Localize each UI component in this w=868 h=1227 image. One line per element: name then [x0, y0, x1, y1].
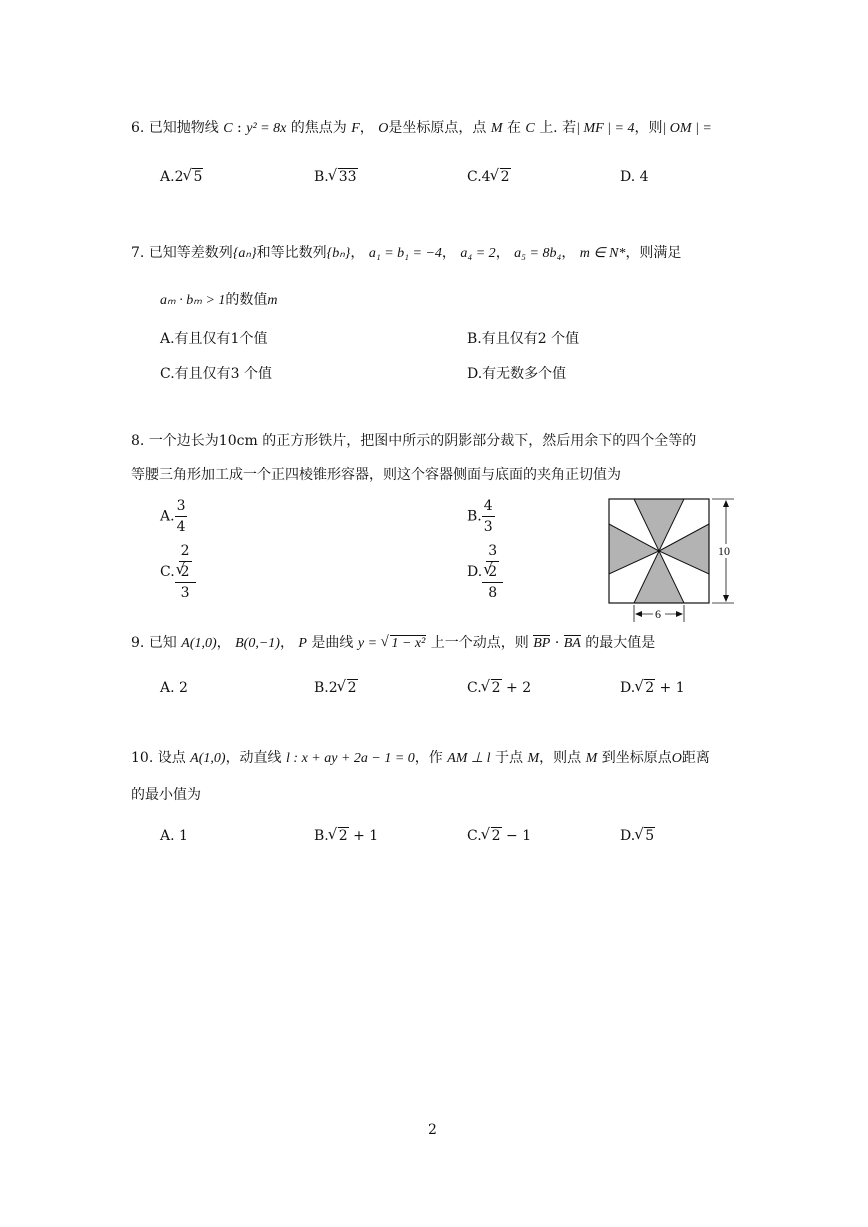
q10-option-c-tail: − 1 — [501, 828, 532, 844]
q10-option-d-radical: √ 5 — [635, 826, 655, 846]
q8-height-label: 10 — [718, 544, 730, 558]
q6-option-b-label: B. — [314, 169, 329, 185]
q8-option-d — [467, 541, 503, 603]
q7-comma3: ， — [495, 245, 510, 261]
q7-text1: 已知等差数列 — [148, 245, 233, 261]
q10-stem — [131, 748, 710, 769]
q8-shaded-regions — [609, 499, 709, 603]
q6-text5: ，则 — [634, 120, 663, 136]
q6-option-d: D. 4 — [620, 169, 649, 185]
q7-comma4: ， — [561, 245, 576, 261]
q10-option-d — [620, 826, 655, 846]
q10-option-b — [314, 826, 378, 846]
q7-geo-seq: {bₙ} — [326, 246, 351, 261]
q9-text3: 上一个动点，则 — [430, 635, 529, 651]
q9-option-b — [314, 678, 358, 698]
q9-option-c-radical: √ 2 — [482, 678, 502, 698]
q10-line-equation: l : x + ay + 2a − 1 = 0 — [286, 751, 415, 766]
q8-stem-line2: 等腰三角形加工成一个正四棱锥形容器，则这个容器侧面与底面的夹角正切值为 — [131, 467, 621, 483]
q9-option-c-label: C. — [467, 680, 482, 696]
q10-point-a: A(1,0) — [190, 751, 226, 766]
q8-option-d-fraction: 3 √ 2 8 — [482, 541, 503, 603]
q7-comma2: ， — [441, 245, 456, 261]
q6-text2: 是坐标原点，点 — [388, 120, 487, 136]
q7-cond2: a₄ = 2 — [460, 246, 496, 261]
q6-option-a — [160, 167, 203, 187]
q6-option-c-label: C. — [467, 169, 482, 185]
q7-cond3: a₅ = 8b₄ — [514, 246, 562, 261]
q9-vector-ba: BA — [564, 634, 581, 654]
q10-option-c-label: C. — [467, 828, 482, 844]
q6-curve2: C — [525, 121, 535, 136]
q9-option-c — [467, 678, 531, 698]
q9-point-a: A(1,0) — [181, 636, 217, 651]
q9-option-d-label: D. — [620, 680, 636, 696]
q6-number: 6. — [131, 120, 145, 136]
q8-base-label: 6 — [655, 607, 661, 621]
q9-curve-lhs: y = — [357, 636, 378, 651]
q6-curve: C — [223, 121, 233, 136]
q8-option-c-fraction: 2 √ 2 3 — [175, 541, 196, 603]
q9-point-b: B(0,−1) — [235, 636, 280, 651]
q8-line1: 一个边长为10cm 的正方形铁片，把图中所示的阴影部分裁下，然后用余下的四个全等的 — [148, 433, 697, 449]
q9-text4: 的最大值是 — [585, 635, 656, 651]
q6-om: | OM | = — [662, 121, 712, 136]
q8-number: 8. — [131, 433, 145, 449]
q10-option-b-radical: √ 2 — [329, 826, 349, 846]
q9-dot: · — [554, 635, 560, 651]
q9-option-b-coef: 2 — [328, 680, 338, 696]
q9-comma2: ， — [279, 635, 294, 651]
q9-option-d — [620, 678, 685, 698]
q9-comma1: ， — [216, 635, 231, 651]
q7-text2: 和等比数列 — [256, 245, 327, 261]
q9-text1: 已知 — [148, 635, 177, 651]
q6-origin: O — [378, 121, 389, 136]
q8-stem — [131, 431, 696, 451]
q8-option-a-fraction: $\frac{3}{4}$ — [176, 498, 186, 535]
q9-option-b-label: B. — [314, 680, 329, 696]
q8-option-d-label: D. — [467, 564, 483, 580]
q8-option-b-label: B. — [467, 508, 482, 525]
q10-perpendicular: AM ⊥ l — [447, 751, 491, 766]
q6-sep: ， — [359, 120, 374, 136]
q8-option-b — [467, 496, 495, 537]
q6-point: M — [490, 121, 503, 136]
q6-focus: F — [351, 121, 360, 136]
q6-lead: 已知抛物线 — [148, 120, 219, 136]
q10-text5: ，则点 — [539, 750, 582, 766]
q10-option-d-label: D. — [620, 828, 636, 844]
q10-origin: O — [671, 751, 682, 766]
q7-stem-line2 — [160, 290, 278, 311]
q8-option-b-fraction: $\frac{4}{3}$ — [483, 498, 493, 535]
q7-cond4: m ∈ N* — [579, 246, 626, 261]
q10-text6: 到坐标原点 — [601, 750, 672, 766]
q6-option-a-radical: √ 5 — [183, 167, 203, 187]
q8-option-a — [160, 496, 187, 537]
q8-option-a-label: A. — [160, 508, 175, 525]
q10-stem-line2: 的最小值为 — [131, 787, 201, 803]
q10-option-b-label: B. — [314, 828, 329, 844]
q10-text1: 设点 — [157, 750, 186, 766]
q7-cond1: a₁ = b₁ = −4 — [368, 246, 442, 261]
q6-mf: | MF | = 4 — [576, 121, 635, 136]
q10-text3: ，作 — [414, 750, 443, 766]
q6-option-c-coef: 4 — [481, 169, 491, 185]
q9-curve-radical: √ 1 − x² — [381, 634, 426, 654]
q6-text4: 上. 若 — [539, 120, 577, 136]
q6-option-b-radical: √ 33 — [329, 167, 358, 187]
q8-square-figure — [604, 494, 744, 624]
q10-point-m: M — [527, 751, 540, 766]
q6-option-c — [467, 167, 511, 187]
q7-option-c: C.有且仅有3 个值 — [160, 366, 273, 382]
q9-option-a: A. 2 — [160, 680, 188, 696]
q6-equation: y² = 8x — [246, 121, 287, 136]
q6-stem: 6. 已知抛物线 C : y² = 8x 的焦点为 F， O是坐标原点，点 M 在 C 上. 若| MF | = 4，则| OM | = — [131, 120, 712, 136]
q7-number: 7. — [131, 245, 145, 261]
q10-option-c — [467, 826, 531, 846]
q6-option-b — [314, 167, 358, 187]
q10-text7: 距离 — [681, 750, 710, 766]
q7-text3: ，则满足 — [625, 245, 682, 261]
q10-option-b-tail: + 1 — [348, 828, 379, 844]
q9-option-c-tail: + 2 — [501, 680, 532, 696]
q10-text2: ，动直线 — [225, 750, 282, 766]
q7-var-m: m — [267, 293, 278, 308]
q9-vector-bp: BP — [533, 634, 550, 654]
q6-text3: 在 — [506, 120, 521, 136]
q6-option-a-coef: 2 — [174, 169, 184, 185]
q7-stem — [131, 243, 681, 264]
q8-option-c-label: C. — [160, 564, 175, 580]
q7-option-a: A.有且仅有1个值 — [160, 331, 268, 347]
q9-option-d-radical: √ 2 — [635, 678, 655, 698]
q9-option-d-tail: + 1 — [655, 680, 685, 696]
q6-option-c-radical: √ 2 — [491, 167, 511, 187]
q10-text4: 于点 — [495, 750, 524, 766]
q7-arith-seq: {aₙ} — [232, 246, 257, 261]
q8-option-c — [160, 541, 196, 603]
q6-text1: 的焦点为 — [290, 120, 347, 136]
q9-option-b-radical: √ 2 — [338, 678, 358, 698]
q10-number: 10. — [131, 750, 154, 766]
q9-point-p: P — [298, 636, 307, 651]
q7-option-d: D.有无数多个值 — [467, 366, 567, 382]
q7-line2-text: 的数值 — [225, 292, 268, 308]
page-number: 2 — [428, 1122, 437, 1138]
q10-point-m2: M — [585, 751, 598, 766]
q10-option-a: A. 1 — [160, 828, 188, 844]
q9-stem — [131, 633, 655, 654]
q7-comma1: ， — [350, 245, 365, 261]
q7-option-b: B.有且仅有2 个值 — [467, 331, 580, 347]
q6-option-a-label: A. — [160, 169, 175, 185]
q9-number: 9. — [131, 635, 145, 651]
q10-option-c-radical: √ 2 — [482, 826, 502, 846]
q7-inequality: aₘ · bₘ > 1 — [160, 293, 226, 308]
q9-text2: 是曲线 — [311, 635, 354, 651]
